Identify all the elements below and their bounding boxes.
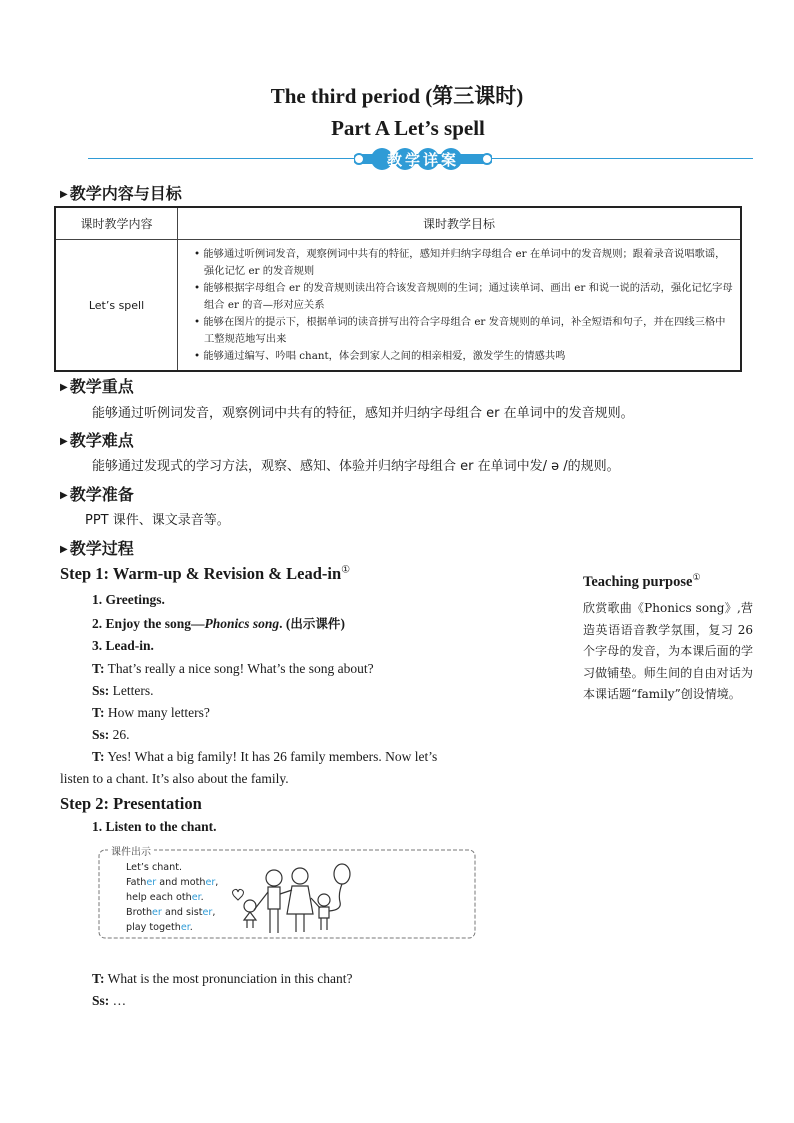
- key-points-text: 能够通过听例词发音，观察例词中共有的特征，感知并归纳字母组合 er 在单词中的发音规则。: [92, 406, 634, 421]
- teaching-purpose-text: 欣赏歌曲《Phonics song》,营造英语语音教学氛围，复习 26 个字母的发音，为本课后面的学习做铺垫。师生间的自由对话为本课话题“family”创设情境。: [583, 601, 753, 701]
- goals-table: [54, 206, 742, 372]
- goal-item: • 能够通过编写、吟唱 chant，体会到家人之间的相亲相爱，激发学生的情感共鸣: [194, 349, 566, 362]
- chant-line: Father and mother,: [126, 877, 219, 888]
- dialogue-line: T: How many letters?: [92, 705, 210, 720]
- section-badge: 教学详案: [386, 151, 459, 169]
- triangle-bullet-icon: ▶: [60, 382, 68, 393]
- triangle-bullet-icon: ▶: [60, 490, 68, 501]
- chant-line: Brother and sister,: [126, 907, 216, 918]
- table-header-content: 课时教学内容: [55, 207, 178, 240]
- preparation-text: PPT 课件、课文录音等。: [85, 513, 230, 528]
- dialogue-line: T: Yes! What a big family! It has 26 family members. Now let’s: [92, 749, 438, 764]
- section-heading-preparation: ▶ 教学准备: [60, 485, 134, 504]
- answer-line: Ss: …: [92, 993, 127, 1008]
- triangle-bullet-icon: ▶: [60, 544, 68, 555]
- section-heading-content-goals: ▶ 教学内容与目标: [60, 184, 182, 203]
- table-cell-content: Let’s spell: [55, 240, 178, 372]
- dialogue-line-continued: listen to a chant. It’s also about the family.: [60, 771, 289, 786]
- teaching-purpose-title: Teaching purpose①: [583, 572, 701, 590]
- goal-item: • 能够根据字母组合 er 的发音规则读出符合该发音规则的生词；通过读单词、画出 er 和说一说的活动，强化记忆字母组合 er 的音—形对应关系: [194, 281, 733, 311]
- step1-leadin: 3. Lead-in.: [92, 638, 154, 653]
- step1-greetings: 1. Greetings.: [92, 592, 165, 607]
- step1-enjoy: 2. Enjoy the song—Phonics song. (出示课件): [92, 616, 345, 631]
- page-title: The third period (第三课时): [270, 84, 524, 108]
- dialogue-line: T: That’s really a nice song! What’s the song about?: [92, 661, 374, 676]
- table-header-goals: 课时教学目标: [178, 207, 742, 240]
- section-heading-key-points: ▶ 教学重点: [60, 377, 134, 396]
- step2-listen: 1. Listen to the chant.: [92, 819, 217, 834]
- triangle-bullet-icon: ▶: [60, 436, 68, 447]
- section-heading-difficulties: ▶ 教学难点: [60, 431, 134, 450]
- step2-title: Step 2: Presentation: [60, 794, 202, 813]
- section-heading-process: ▶ 教学过程: [60, 539, 134, 558]
- goal-item: • 能够在图片的提示下，根据单词的读音拼写出符合字母组合 er 发音规则的单词，补全短语和句子，并在四线三格中工整规范地写出来: [194, 315, 726, 345]
- dialogue-line: Ss: 26.: [92, 727, 130, 742]
- goal-item: • 能够通过听例词发音，观察例词中共有的特征，感知并归纳字母组合 er 在单词中的发音规则；跟着录音说唱歌谣，强化记忆 er 的发音规则: [194, 247, 726, 277]
- dialogue-line: Ss: Letters.: [92, 683, 154, 698]
- courseware-label: 课件出示: [108, 843, 154, 858]
- chant-line: play together.: [126, 922, 193, 933]
- chant-line: help each other.: [126, 892, 204, 903]
- step1-title: Step 1: Warm-up & Revision & Lead-in①: [60, 564, 351, 583]
- chant-title: Let’s chant.: [126, 862, 183, 873]
- table-cell-goals: [178, 240, 742, 372]
- question-line: T: What is the most pronunciation in this chant?: [92, 971, 353, 986]
- page-subtitle: Part A Let’s spell: [331, 116, 485, 140]
- footnote-marker: ①: [341, 564, 351, 576]
- triangle-bullet-icon: ▶: [60, 189, 68, 200]
- difficulties-text: 能够通过发现式的学习方法，观察、感知、体验并归纳字母组合 er 在单词中发/ ə /的规则。: [92, 459, 620, 474]
- footnote-marker: ①: [692, 572, 701, 582]
- family-illustration: [228, 862, 356, 938]
